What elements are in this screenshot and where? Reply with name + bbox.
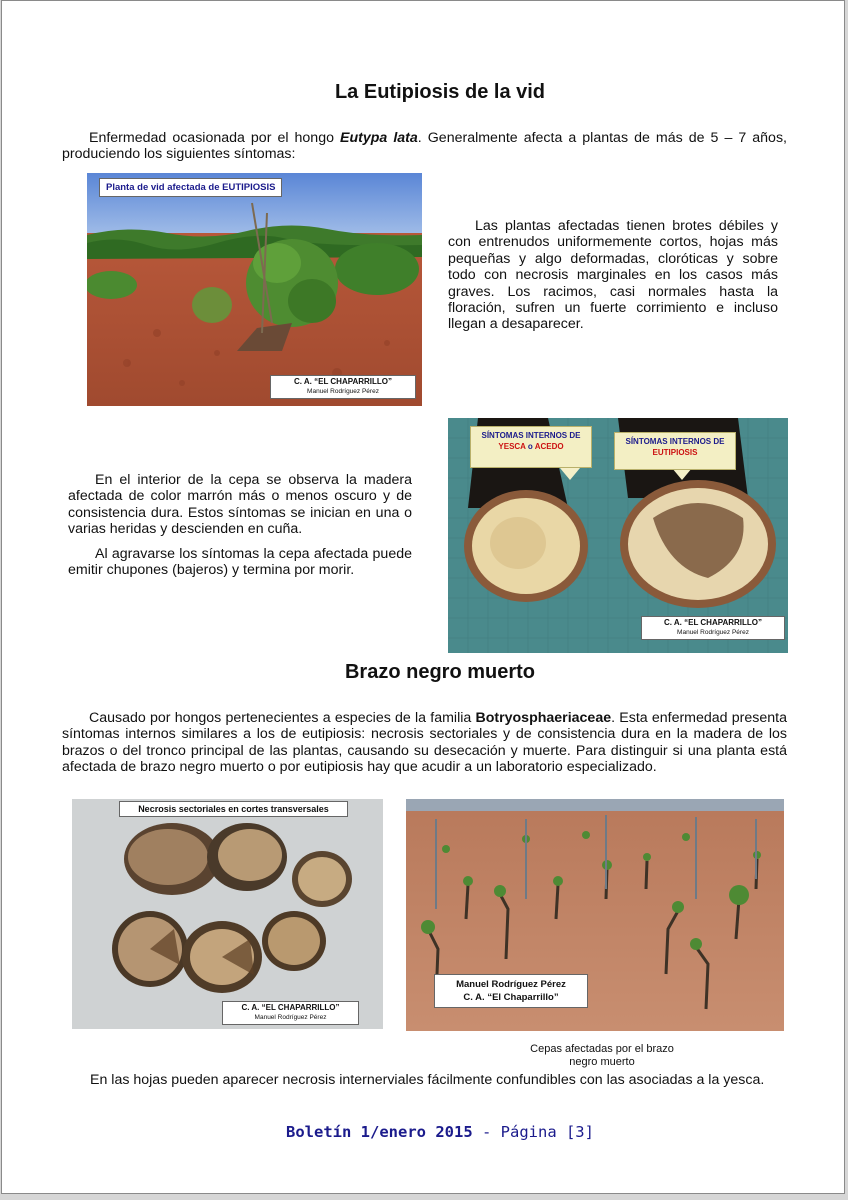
photo2-credit-line1: C. A. “EL CHAPARRILLO” xyxy=(663,618,763,627)
page-footer xyxy=(2,1123,848,1141)
photo-transverse-cuts xyxy=(72,799,383,1029)
section-title-eutipiosis: La Eutipiosis de la vid xyxy=(334,81,546,103)
photo2-label-eutipiosis-line1: SÍNTOMAS INTERNOS DE xyxy=(625,437,725,446)
transverse-cuts-illustration xyxy=(72,799,383,1029)
vine-illustration xyxy=(87,173,422,406)
intro-paragraph-eutipiosis xyxy=(62,130,787,163)
intro2-text-pre: Causado por hongos pertenecientes a especies de la familia xyxy=(89,710,476,726)
photo2-credit xyxy=(641,616,785,640)
photo1-label: Planta de vid afectada de EUTIPIOSIS xyxy=(99,178,282,197)
interior-paragraph: En el interior de la cepa se observa la madera afectada de color marrón más o menos oscuro y de consistencia dura. Estos síntomas se inician en una o varias heridas y descienden en cuña. xyxy=(68,472,412,538)
intro-text-pre: Enfermedad ocasionada por el hongo xyxy=(89,130,341,146)
photo3-credit-line2: Manuel Rodríguez Pérez xyxy=(254,1014,327,1021)
footer-separator: - xyxy=(472,1123,501,1141)
photo4-credit-line2: C. A. “El Chaparrillo” xyxy=(463,992,559,1003)
photo2-label-eutipiosis-line2: EUTIPIOSIS xyxy=(652,448,698,457)
footer-bulletin: Boletín 1/enero 2015 xyxy=(286,1123,473,1141)
photo3-credit-line1: C. A. “EL CHAPARRILLO” xyxy=(241,1003,340,1012)
intro-paragraph-brazo-negro xyxy=(62,710,787,776)
photo-affected-vine xyxy=(87,173,422,406)
photo2-label-yesca xyxy=(470,426,592,468)
photo-vineyard xyxy=(406,799,784,1031)
species-name: Eutypa lata xyxy=(340,130,418,146)
photo3-credit xyxy=(222,1001,359,1025)
footer-page-number: Página [3] xyxy=(500,1123,594,1141)
section-title-brazo-negro: Brazo negro muerto xyxy=(344,661,536,683)
photo4-caption-line1: Cepas afectadas por el brazo xyxy=(530,1043,674,1055)
photo4-caption-line2: negro muerto xyxy=(569,1056,635,1068)
photo2-credit-line2: Manuel Rodríguez Pérez xyxy=(677,629,749,636)
photo1-credit xyxy=(270,375,416,399)
photo2-label-yesca-line1: SÍNTOMAS INTERNOS DE xyxy=(481,431,581,440)
page xyxy=(1,0,845,1194)
worsening-paragraph: Al agravarse los síntomas la cepa afectada puede emitir chupones (bajeros) y termina por morir. xyxy=(68,546,412,579)
photo4-caption xyxy=(507,1043,697,1069)
photo4-credit xyxy=(434,974,588,1008)
photo4-credit-line1: Manuel Rodríguez Pérez xyxy=(456,979,566,990)
photo1-credit-line2: Manuel Rodríguez Pérez xyxy=(307,388,379,395)
photo2-label-yesca-or: o xyxy=(525,442,535,451)
photo-internal-symptoms xyxy=(448,418,788,653)
photo2-label-yesca-word: YESCA xyxy=(498,442,526,451)
family-name: Botryosphaeriaceae xyxy=(475,710,612,726)
intro2-text-post: . Esta enfermedad presenta síntomas internos similares a los de eutipiosis: necrosis sectoriales y de consistencia dura en la madera de los brazos o del tronco principal de las plantas, causando su desecación y muerte. Para distinguir si una planta está afectada de brazo negro muerto o por eutipiosis hay que acudir a un laboratorio especializado. xyxy=(62,710,787,776)
photo1-credit-line1: C. A. “EL CHAPARRILLO” xyxy=(293,377,393,386)
symptoms-paragraph: Las plantas afectadas tienen brotes débiles y con entrenudos uniformemente cortos, hojas más pequeñas y algo deformadas, cloróticas y sobre todo con necrosis marginales en los casos más graves. Los racimos, casi normales hasta la floración, sufren un fuerte corrimiento e incluso llegan a desaparecer. xyxy=(448,218,778,333)
photo3-label: Necrosis sectoriales en cortes transversales xyxy=(119,801,348,817)
photo2-label-eutipiosis xyxy=(614,432,736,470)
photo2-label-acedo-word: ACEDO xyxy=(534,442,564,451)
intro-text-post: . Generalmente afecta a plantas de más de 5 – 7 años, produciendo los siguientes síntomas: xyxy=(62,130,787,163)
closing-paragraph: En las hojas pueden aparecer necrosis internerviales fácilmente confundibles con las asociadas a la yesca. xyxy=(90,1072,765,1088)
